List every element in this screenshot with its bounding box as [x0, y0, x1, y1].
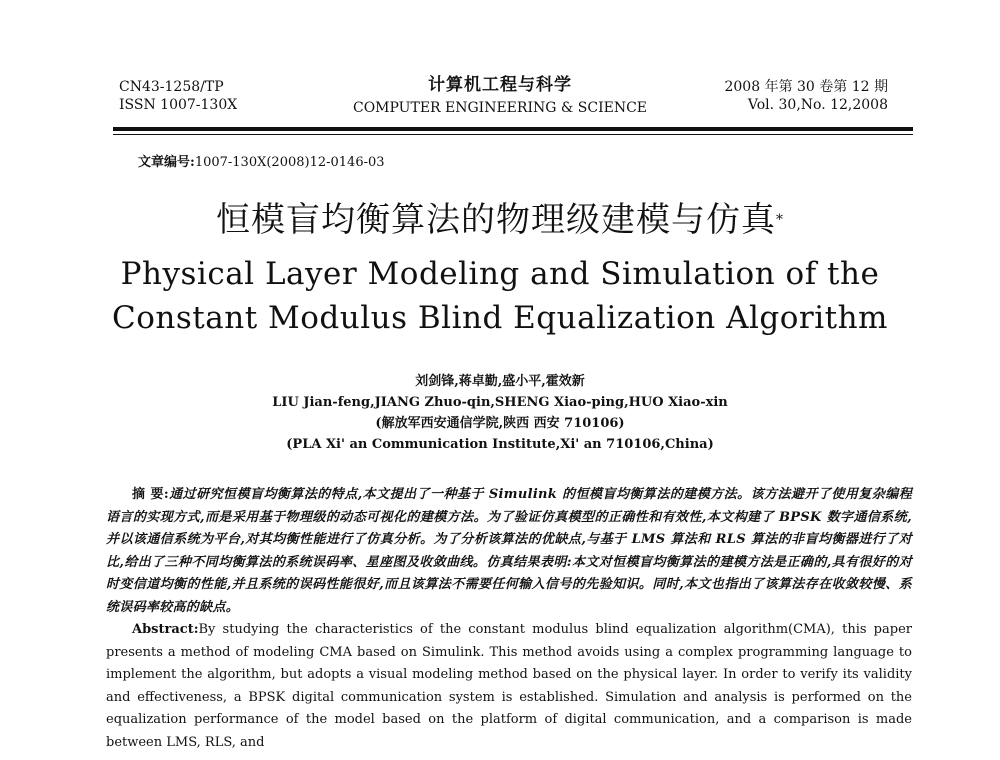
- header-right: [724, 78, 888, 114]
- header-rule-thick: [113, 127, 913, 131]
- paper-title-cn: [0, 198, 1000, 242]
- issue-cn: 2008 年第 30 卷第 12 期: [724, 79, 888, 95]
- authors-cn: 刘剑锋,蒋卓勤,盛小平,霍效新: [415, 374, 585, 389]
- journal-name-cn: 计算机工程与科学: [428, 75, 572, 95]
- header-rule-thin: [113, 134, 913, 135]
- cn-number: CN43-1258/TP: [119, 79, 224, 95]
- footnote-mark: *: [776, 212, 784, 228]
- abstract-section: [106, 484, 912, 754]
- issn: ISSN 1007-130X: [119, 97, 238, 113]
- affiliation-en: (PLA Xi' an Communication Institute,Xi' an 710106,China): [286, 437, 714, 452]
- authors-en: LIU Jian-feng,JIANG Zhuo-qin,SHENG Xiao-ping,HUO Xiao-xin: [272, 395, 728, 410]
- abstract-cn-label: 摘 要:: [132, 487, 170, 502]
- paper-title-cn-text: 恒模盲均衡算法的物理级建模与仿真: [216, 200, 776, 240]
- author-block: [0, 371, 1000, 455]
- article-number: [138, 151, 385, 170]
- abstract-cn: [106, 484, 912, 619]
- paper-title-en-line1: Physical Layer Modeling and Simulation of the: [120, 256, 880, 292]
- article-number-label: 文章编号:: [138, 155, 195, 170]
- abstract-en-text: By studying the characteristics of the constant modulus blind equalization algorithm(CMA), this paper presents a method of modeling CMA based on Simulink. This method avoids using a complex programming language to implement the algorithm, but adopts a visual modeling method based on the physical layer. In order to verify its validity and effectiveness, a BPSK digital communication system is established. Simulation and analysis is performed on the equalization performance of the model based on the platform of digital communication, and a comparison is made between LMS, RLS, and: [106, 622, 912, 750]
- abstract-en-label: Abstract:: [132, 622, 199, 637]
- affiliation-cn: (解放军西安通信学院,陕西 西安 710106): [375, 416, 625, 431]
- abstract-en: [106, 619, 912, 754]
- abstract-cn-text: 通过研究恒模盲均衡算法的特点,本文提出了一种基于 Simulink 的恒模盲均衡算法的建模方法。该方法避开了使用复杂编程语言的实现方式,而是采用基于物理级的动态可视化的建模方法。为了验证仿真模型的正确性和有效性,本文构建了 BPSK 数字通信系统,并以该通信系统为平台,对其均衡性能进行了仿真分析。为了分析该算法的优缺点,与基于 LMS 算法和 RLS 算法的非盲均衡器进行了对比,给出了三种不同均衡算法的系统误码率、星座图及收敛曲线。仿真结果表明:本文对恒模盲均衡算法的建模方法是正确的,具有很好的对时变信道均衡的性能,并且系统的误码性能很好,而且该算法不需要任何输入信号的先验知识。同时,本文也指出了该算法存在收敛较慢、系统误码率较高的缺点。: [106, 487, 913, 615]
- issue-en: Vol. 30,No. 12,2008: [747, 97, 888, 113]
- journal-name-en: COMPUTER ENGINEERING & SCIENCE: [352, 100, 648, 116]
- paper-title-en: [0, 252, 1000, 340]
- paper-title-en-line2: Constant Modulus Blind Equalization Algorithm: [112, 300, 888, 336]
- article-number-value: 1007-130X(2008)12-0146-03: [194, 155, 385, 170]
